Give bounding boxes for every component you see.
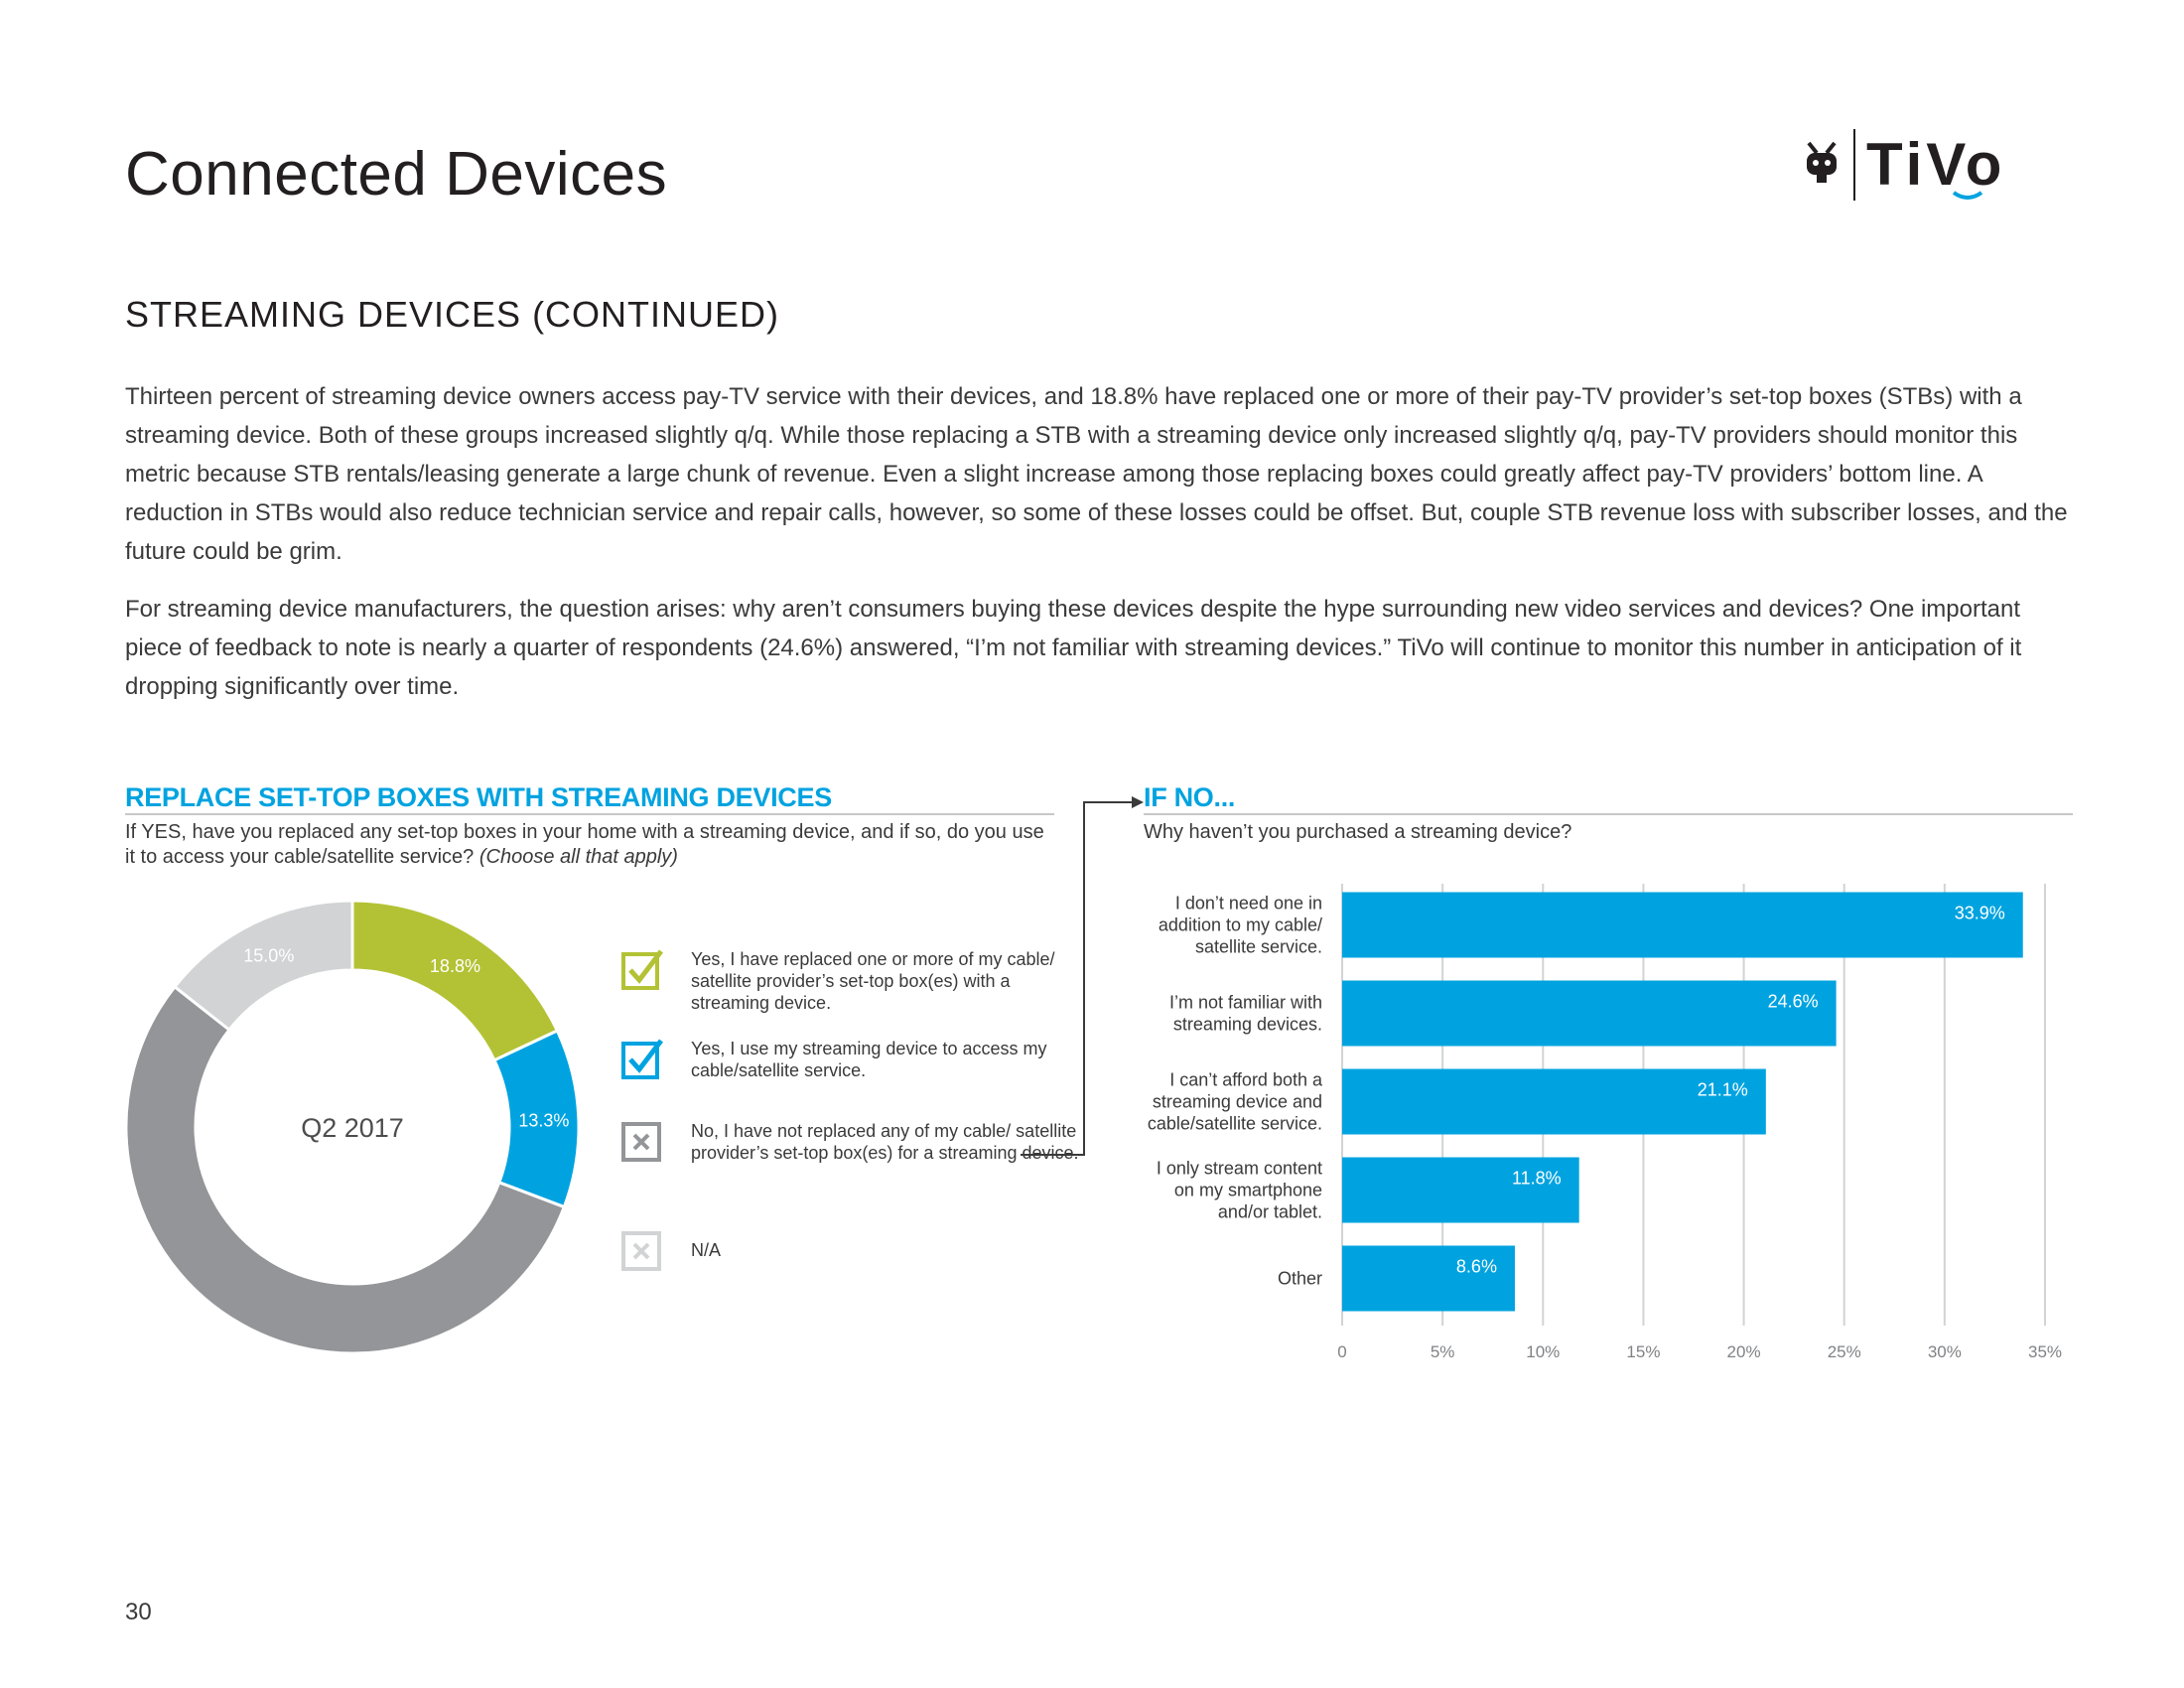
bar [1342, 981, 1837, 1047]
donut-slice-label: 15.0% [243, 945, 295, 966]
checkbox-checked-icon [621, 948, 663, 990]
bar-value-label: 24.6% [1767, 991, 1819, 1012]
bar [1342, 1069, 1766, 1135]
bar-value-label: 21.1% [1697, 1079, 1748, 1100]
tivo-tv-icon [1807, 143, 1837, 183]
bar-value-label: 8.6% [1455, 1256, 1497, 1277]
x-tick-label: 30% [1927, 1342, 1962, 1361]
bar-value-label: 33.9% [1954, 903, 2005, 923]
donut-slice-label: 57.3% [172, 1305, 223, 1326]
tivo-logo [1805, 125, 2073, 205]
x-tick-label: 15% [1626, 1342, 1661, 1361]
replace-stb-question [125, 820, 1048, 870]
page-number: 30 [125, 1599, 152, 1625]
x-tick-label: 5% [1430, 1342, 1455, 1361]
bar [1342, 1246, 1515, 1312]
category-label: I only stream content on my smartphone and/or tablet. [1156, 1158, 1322, 1222]
bar [1342, 1158, 1579, 1223]
tivo-wordmark: TiVo [1866, 131, 2006, 198]
left-chart-rule [125, 813, 1054, 815]
bar [1342, 893, 2023, 958]
question-note: (Choose all that apply) [478, 846, 678, 868]
checkbox-x-icon [621, 1229, 663, 1271]
x-tick-label: 10% [1526, 1342, 1561, 1361]
legend-label: Yes, I use my streaming device to access my cable/satellite service. [691, 1039, 1047, 1080]
x-tick-label: 20% [1726, 1342, 1761, 1361]
donut-slice [352, 901, 557, 1060]
if-no-question: Why haven’t you purchased a streaming device? [1144, 821, 1572, 843]
x-tick-label: 25% [1827, 1342, 1861, 1361]
donut-slice-label: 18.8% [429, 956, 480, 977]
why-not-purchased-bar-chart [1132, 874, 2065, 1370]
legend-label: N/A [691, 1240, 722, 1260]
donut-slice-label: 13.3% [518, 1110, 570, 1131]
checkbox-checked-icon [621, 1038, 663, 1079]
checkbox-x-icon [621, 1120, 663, 1162]
category-label: I’m not familiar with streaming devices. [1168, 992, 1322, 1035]
legend-label: No, I have not replaced any of my cable/ satellite provider’s set-top box(es) for a streaming device. [691, 1121, 1079, 1163]
if-no-chart-title: IF NO... [1144, 782, 1236, 812]
body-paragraph-1: Thirteen percent of streaming device owners access pay-TV service with their devices, and 18.8% have replaced one or more of their pay-TV provider’s set-top boxes (STBs) with a streaming device. Both of these groups increased slightly q/q. While those replacing a STB with a streaming device only increased slightly q/q, pay-TV providers should monitor this metric because STB rentals/leasing generate a large chunk of revenue. Even a slight increase among those replacing boxes could greatly affect pay-TV providers’ bottom line. A reduction in STBs would also reduce technician service and repair calls, however, so some of these losses could be offset. But, couple STB revenue loss with subscriber losses, and the future could be grim. [125, 383, 2068, 565]
section-heading: STREAMING DEVICES (CONTINUED) [125, 294, 780, 335]
legend-label: Yes, I have replaced one or more of my cable/ satellite provider’s set-top box(es) with a streaming device. [691, 949, 1055, 1013]
x-tick-label: 0 [1337, 1342, 1347, 1361]
bar-value-label: 11.8% [1511, 1168, 1562, 1189]
page-title: Connected Devices [125, 140, 668, 209]
category-label: I can’t afford both a streaming device and cable/satellite service. [1147, 1069, 1322, 1134]
donut-center-label: Q2 2017 [301, 1113, 404, 1143]
replace-stb-chart-title: REPLACE SET-TOP BOXES WITH STREAMING DEVICES [125, 782, 832, 812]
body-paragraph-2: For streaming device manufacturers, the question arises: why aren’t consumers buying these devices despite the hype surrounding new video services and devices? One important piece of feedback to note is nearly a quarter of respondents (24.6%) answered, “I’m not familiar with streaming devices.” TiVo will continue to monitor this number in anticipation of it dropping significantly over time. [125, 596, 2022, 700]
replace-stb-donut-chart [119, 894, 586, 1360]
category-label: I don’t need one in addition to my cable/ satellite service. [1158, 893, 1322, 957]
x-tick-label: 35% [2027, 1342, 2063, 1361]
question-text: If YES, have you replaced any set-top boxes in your home with a streaming device, and if so, do you use it to access your cable/satellite service? [125, 821, 1044, 868]
category-label: Other [1277, 1268, 1322, 1289]
right-chart-rule [1144, 813, 2073, 815]
